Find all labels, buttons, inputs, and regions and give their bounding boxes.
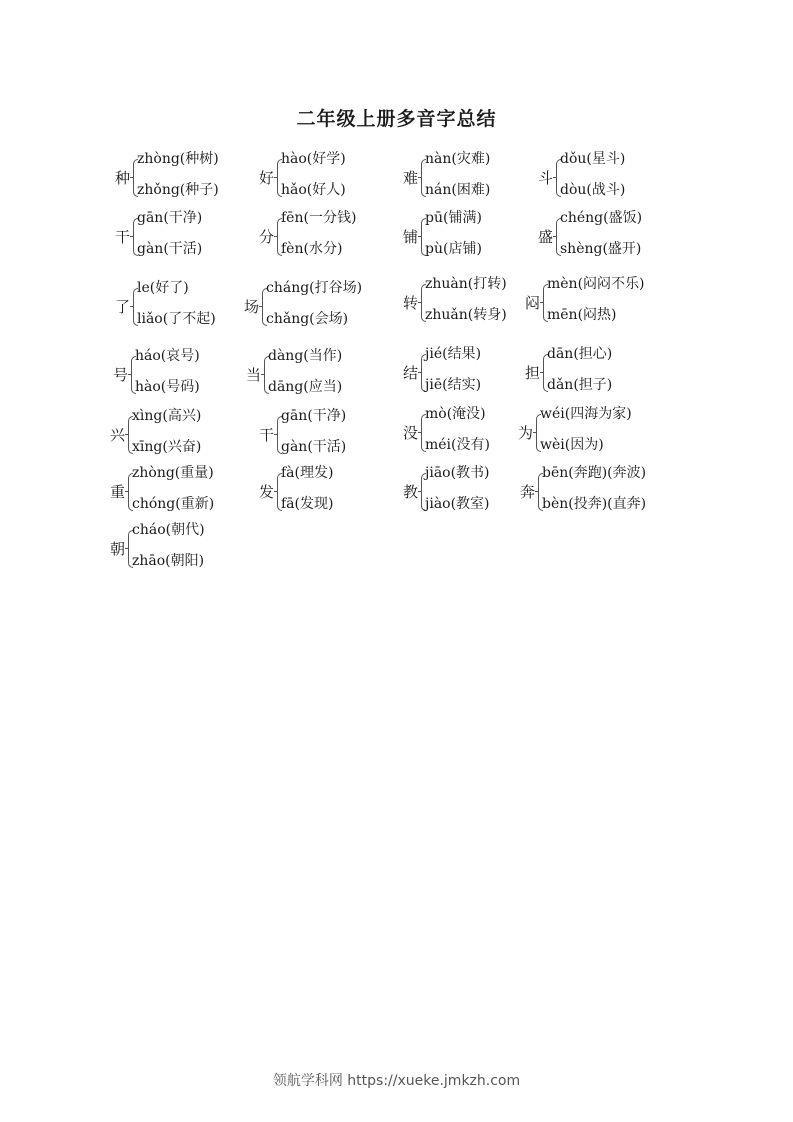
entry-reading-1: zhòng(种树) [137,151,219,167]
entry-reading-1: zhuàn(打转) [425,276,507,292]
entry-char: 好 [259,169,275,187]
entry-reading-2: nán(困难) [425,182,491,198]
entry-char: 干 [115,228,131,246]
entry-char: 种 [115,169,131,187]
entry-reading-2: shèng(盛开) [560,241,642,257]
entry-reading-2: dòu(战斗) [560,182,626,198]
entry-char: 难 [403,169,419,187]
entry-char: 分 [259,228,275,246]
entry-char: 了 [115,298,131,316]
entry-reading-1: xìng(高兴) [132,408,202,424]
page-title: 二年级上册多音字总结 [296,108,497,130]
entry-char: 当 [246,366,262,384]
entry-reading-1: dǒu(星斗) [560,151,626,167]
entry-reading-1: le(好了) [137,280,189,296]
entry-reading-2: jiào(教室) [425,496,490,512]
entry-reading-2: bèn(投奔)(直奔) [542,496,647,512]
entry-reading-2: zhǒng(种子) [137,182,219,198]
entry-reading-1: zhòng(重量) [132,465,214,481]
entry-char: 重 [110,483,126,501]
entry-reading-1: fēn(一分钱) [281,210,357,226]
entry-char: 铺 [403,228,419,246]
entry-reading-2: liǎo(了不起) [137,311,216,327]
entry-reading-2: mēn(闷热) [547,307,617,323]
entry-reading-2: zhuǎn(转身) [425,307,507,323]
entry-char: 朝 [110,540,126,558]
entry-reading-2: fèn(水分) [281,241,343,257]
entry-char: 为 [518,424,534,442]
entry-char: 担 [525,364,541,382]
entry-reading-2: dāng(应当) [268,379,343,395]
entry-reading-2: dǎn(担子) [547,377,613,393]
entry-reading-1: mèn(闷闷不乐) [547,276,645,292]
entry-reading-2: jiē(结实) [425,377,482,393]
entry-reading-2: wèi(因为) [540,437,604,453]
entry-reading-2: hào(号码) [135,379,200,395]
entry-reading-1: fà(理发) [281,465,334,481]
entry-reading-2: pù(店铺) [425,241,482,257]
entry-reading-1: cháng(打谷场) [266,280,363,296]
entry-reading-2: gàn(干活) [281,439,347,455]
entry-reading-1: gān(干净) [281,408,347,424]
entry-char: 场 [244,298,260,316]
entry-char: 教 [403,483,419,501]
entry-char: 盛 [538,228,554,246]
entry-char: 转 [403,294,419,312]
entry-reading-1: bēn(奔跑)(奔波) [542,465,647,481]
entry-char: 斗 [538,169,554,187]
entry-reading-1: jié(结果) [425,346,482,362]
entry-reading-1: mò(淹没) [425,406,486,422]
entry-char: 结 [403,364,419,382]
entry-reading-2: hǎo(好人) [281,182,346,198]
entry-reading-2: fā(发现) [281,496,334,512]
entry-char: 号 [113,366,129,384]
entry-reading-2: xīng(兴奋) [132,439,202,455]
entry-char: 没 [403,424,419,442]
entry-reading-2: méi(没有) [425,437,490,453]
entry-reading-1: jiāo(教书) [425,465,490,481]
entry-reading-1: dān(担心) [547,346,613,362]
entry-reading-1: wéi(四海为家) [540,406,632,422]
entry-char: 奔 [520,483,536,501]
entry-reading-1: pū(铺满) [425,210,482,226]
entry-char: 干 [259,426,275,444]
entry-reading-2: chóng(重新) [132,496,215,512]
entry-char: 闷 [525,294,541,312]
entry-reading-1: nàn(灾难) [425,151,491,167]
entry-reading-1: hào(好学) [281,151,346,167]
entry-reading-2: zhāo(朝阳) [132,553,205,569]
entry-reading-1: dàng(当作) [268,348,343,364]
entry-reading-2: chǎng(会场) [266,311,349,327]
entry-reading-1: cháo(朝代) [132,522,205,538]
entry-reading-1: gān(干净) [137,210,203,226]
entry-char: 发 [259,483,275,501]
entry-reading-2: gàn(干活) [137,241,203,257]
entry-reading-1: chéng(盛饭) [560,210,643,226]
footer-watermark: 领航学科网 https://xueke.jmkzh.com [272,1073,521,1089]
entry-char: 兴 [110,426,126,444]
entry-reading-1: háo(哀号) [135,348,200,364]
